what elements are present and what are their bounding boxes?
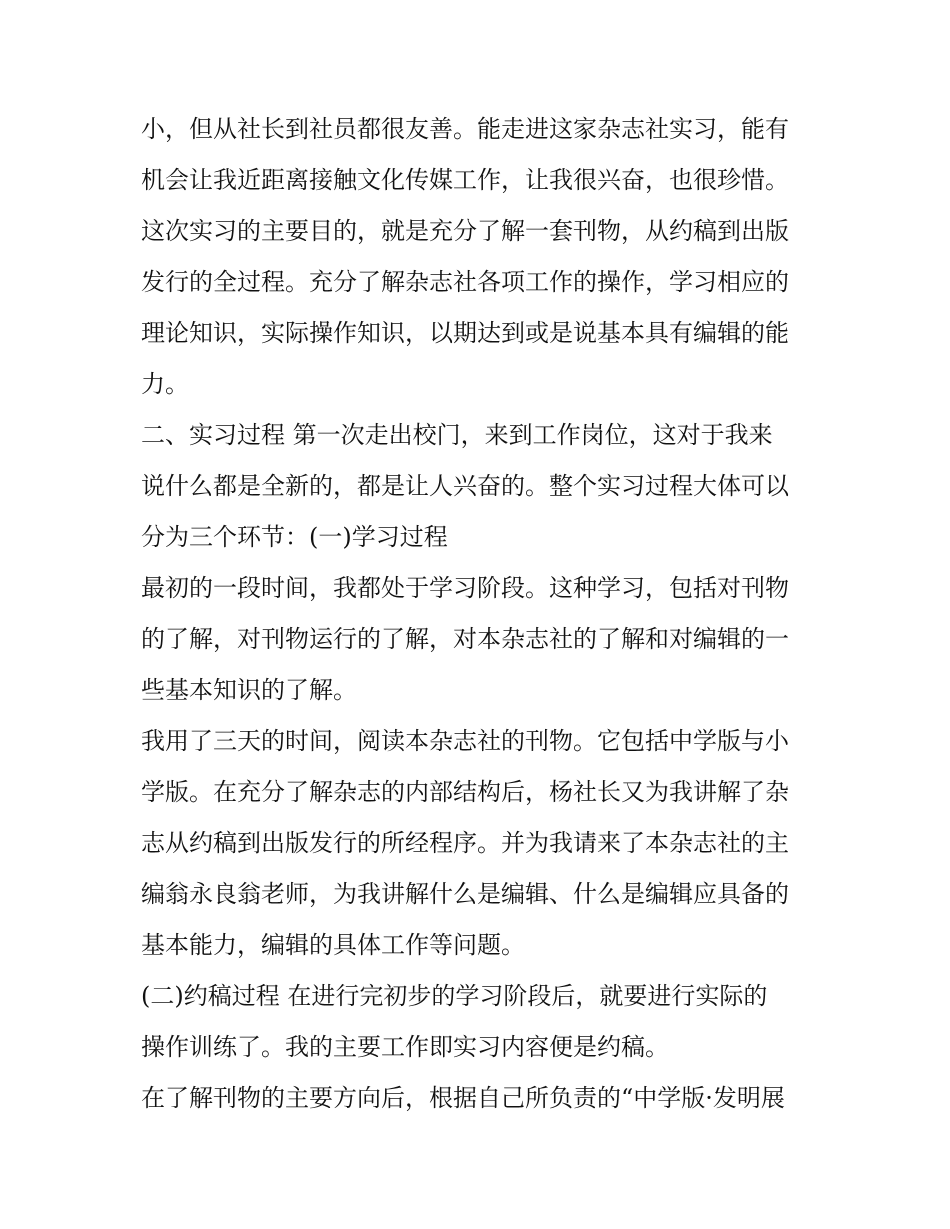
subsection-heading-line: (二)约稿过程 在进行完初步的学习阶段后，就要进行实际的: [141, 982, 768, 1010]
text-line: 志从约稿到出版发行的所经程序。并为我请来了本杂志社的主: [141, 829, 789, 857]
text-line: 这次实习的主要目的，就是充分了解一套刊物，从约稿到出版: [141, 217, 789, 245]
text-line: 在了解刊物的主要方向后，根据自己所负责的“中学版·发明展: [141, 1084, 785, 1112]
text-line: 机会让我近距离接触文化传媒工作，让我很兴奋，也很珍惜。: [141, 166, 789, 194]
text-line: 最初的一段时间，我都处于学习阶段。这种学习，包括对刊物: [141, 574, 789, 602]
text-line: 小，但从社长到社员都很友善。能走进这家杂志社实习，能有: [141, 115, 789, 143]
text-line: 我用了三天的时间，阅读本杂志社的刊物。它包括中学版与小: [141, 727, 789, 755]
text-line: 编翁永良翁老师，为我讲解什么是编辑、什么是编辑应具备的: [141, 880, 789, 908]
text-line: 力。: [141, 370, 189, 398]
text-line: 的了解，对刊物运行的了解，对本杂志社的了解和对编辑的一: [141, 625, 789, 653]
body-text: [141, 104, 821, 1124]
section-heading-line: 二、实习过程 第一次走出校门，来到工作岗位，这对于我来: [141, 421, 773, 449]
text-line: 理论知识，实际操作知识，以期达到或是说基本具有编辑的能: [141, 319, 789, 347]
text-line: 基本能力，编辑的具体工作等问题。: [141, 931, 525, 959]
text-line: 发行的全过程。充分了解杂志社各项工作的操作，学习相应的: [141, 268, 789, 296]
text-line: 学版。在充分了解杂志的内部结构后，杨社长又为我讲解了杂: [141, 778, 789, 806]
text-line: 操作训练了。我的主要工作即实习内容便是约稿。: [141, 1033, 669, 1061]
text-line: 些基本知识的了解。: [141, 676, 357, 704]
text-line: 分为三个环节：(一)学习过程: [141, 523, 448, 551]
text-line: 说什么都是全新的，都是让人兴奋的。整个实习过程大体可以: [141, 472, 789, 500]
